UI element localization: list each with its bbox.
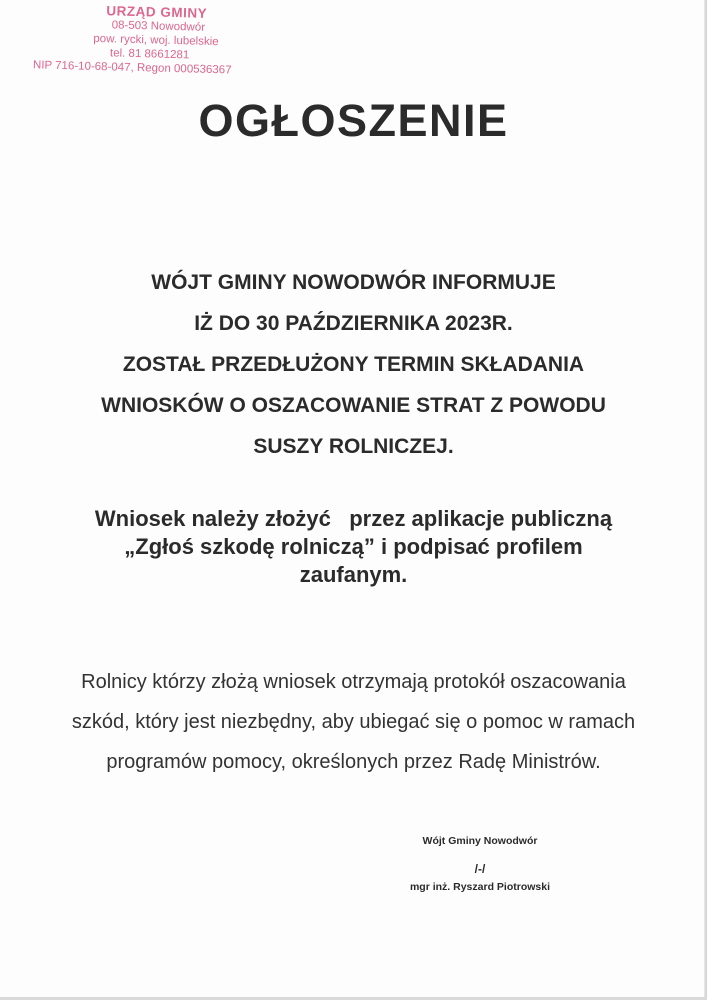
info-paragraph (0, 662, 707, 782)
stamp-phone: tel. 81 8661281 (109, 47, 190, 62)
signature-title: Wójt Gminy Nowodwór (422, 835, 538, 847)
signature-name: mgr inż. Ryszard Piotrowski (409, 881, 551, 893)
info-line: programów pomocy, określonych przez Radę Ministrów. (106, 751, 601, 773)
info-line: Rolnicy którzy złożą wniosek otrzymają protokół oszacowania (81, 671, 626, 693)
announcement-block (0, 262, 707, 467)
instruction-line: „Zgłoś szkodę rolniczą” i podpisać profilem (124, 534, 583, 559)
announcement-line: SUSZY ROLNICZEJ. (253, 435, 454, 458)
instruction-line: zaufanym. (299, 562, 408, 587)
stamp-tax-ids: NIP 716-10-68-047, Regon 000536367 (32, 58, 232, 77)
announcement-line: WÓJT GMINY NOWODWÓR INFORMUJE (151, 271, 556, 294)
stamp-region: pow. rycki, woj. lubelskie (93, 32, 219, 49)
office-stamp (32, 1, 237, 78)
stamp-address: 08-503 Nowodwór (111, 19, 206, 34)
announcement-line: WNIOSKÓW O OSZACOWANIE STRAT Z POWODU (101, 394, 606, 417)
announcement-line: IŻ DO 30 PAŹDZIERNIKA 2023R. (194, 312, 513, 335)
page-title: OGŁOSZENIE (198, 95, 509, 146)
signature-block (380, 832, 580, 896)
instruction-block (0, 505, 707, 589)
info-line: szkód, który jest niezbędny, aby ubiegać się o pomoc w ramach (71, 711, 636, 733)
instruction-line: Wniosek należy złożyć przez aplikacje publiczną (94, 506, 613, 531)
signature-mark: /-/ (474, 862, 486, 876)
stamp-title: URZĄD GMINY (106, 3, 208, 21)
announcement-line: ZOSTAŁ PRZEDŁUŻONY TERMIN SKŁADANIA (122, 353, 585, 376)
